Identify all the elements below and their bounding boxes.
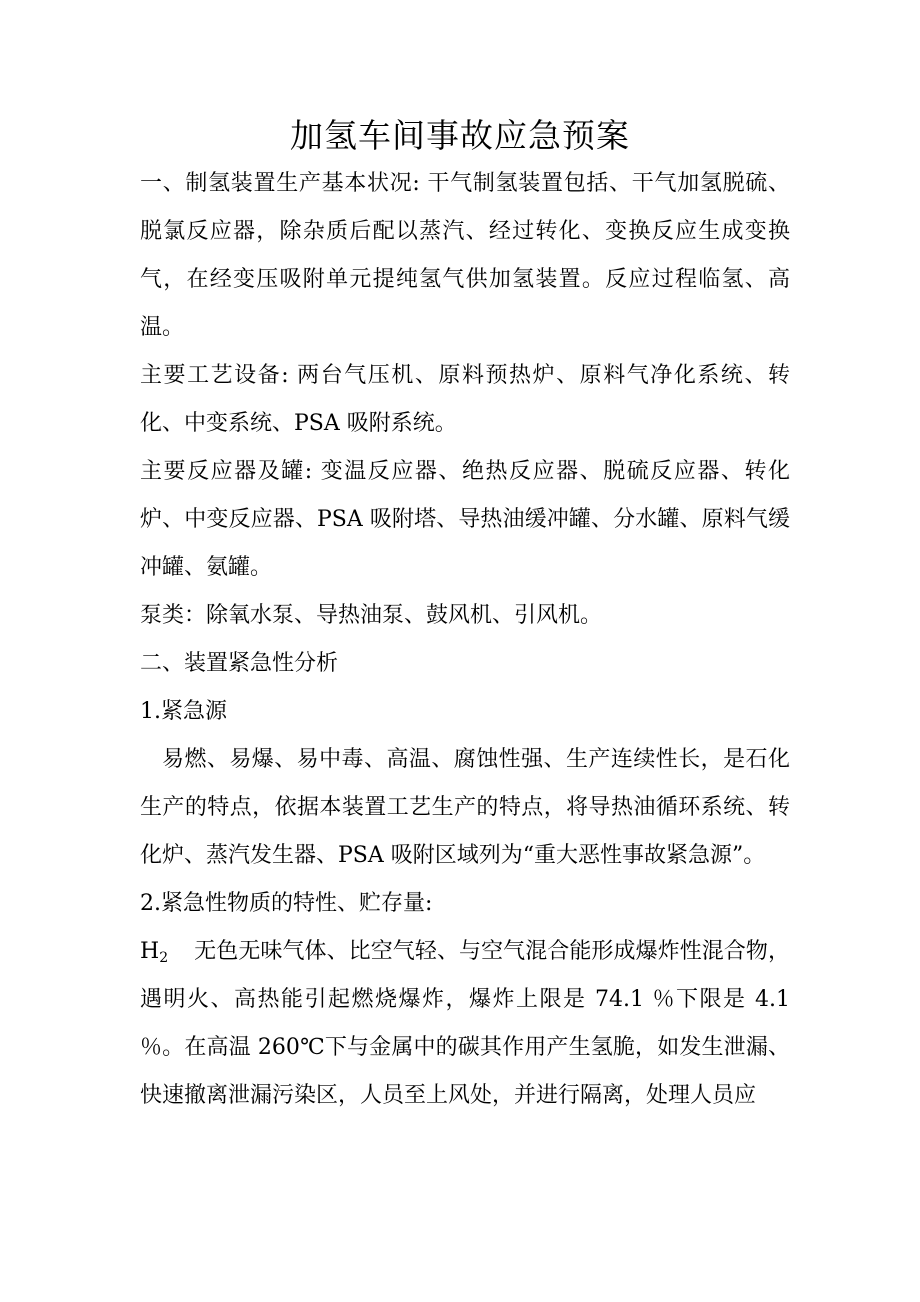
formula-h2: $H_2$ bbox=[140, 939, 169, 966]
paragraph-reactors: 主要反应器及罐: 变温反应器、绝热反应器、脱硫反应器、转化炉、中变反应器、PSA 吸附塔、导热油缓冲罐、分水罐、原料气缓冲罐、氨罐。 bbox=[140, 459, 790, 580]
paragraph-overview: 一、制氢装置生产基本状况: 干气制氢装置包括、干气加氢脱硫、脱氯反应器，除杂质后配以蒸汽、经过转化、变换反应生成变换气，在经变压吸附单元提纯氢气供加氢装置。反应过程临氢、高温。 bbox=[140, 171, 790, 340]
section-heading-2: 二、装置紧急性分析 bbox=[140, 651, 339, 676]
subheading-2: 2.紧急性物质的特性、贮存量: bbox=[140, 891, 433, 916]
paragraph-hazard-source: 易燃、易爆、易中毒、高温、腐蚀性强、生产连续性长，是石化生产的特点，依据本装置工艺生产的特点，将导热油循环系统、转化炉、蒸汽发生器、PSA 吸附区域列为“重大恶性事故紧急源”。 bbox=[140, 747, 790, 868]
paragraph-equipment: 主要工艺设备: 两台气压机、原料预热炉、原料气净化系统、转化、中变系统、PSA 吸附系统。 bbox=[140, 363, 790, 436]
paragraph-pumps: 泵类：除氧水泵、导热油泵、鼓风机、引风机。 bbox=[140, 603, 603, 628]
hydrogen-description: 无色无味气体、比空气轻、与空气混合能形成爆炸性混合物，遇明火、高热能引起燃烧爆炸，爆炸上限是 74.1 ％下限是 4.1 ％。在高温 260℃下与金属中的碳其作用产生氢脆，如发生泄漏、快速撤离泄漏污染区，人员至上风处，并进行隔离，处理人员应 bbox=[140, 939, 790, 1108]
document-title: 加氢车间事故应急预案 bbox=[290, 116, 630, 155]
document-body bbox=[140, 160, 790, 1120]
subheading-1: 1.紧急源 bbox=[140, 699, 227, 724]
paragraph-hydrogen bbox=[140, 928, 790, 1120]
